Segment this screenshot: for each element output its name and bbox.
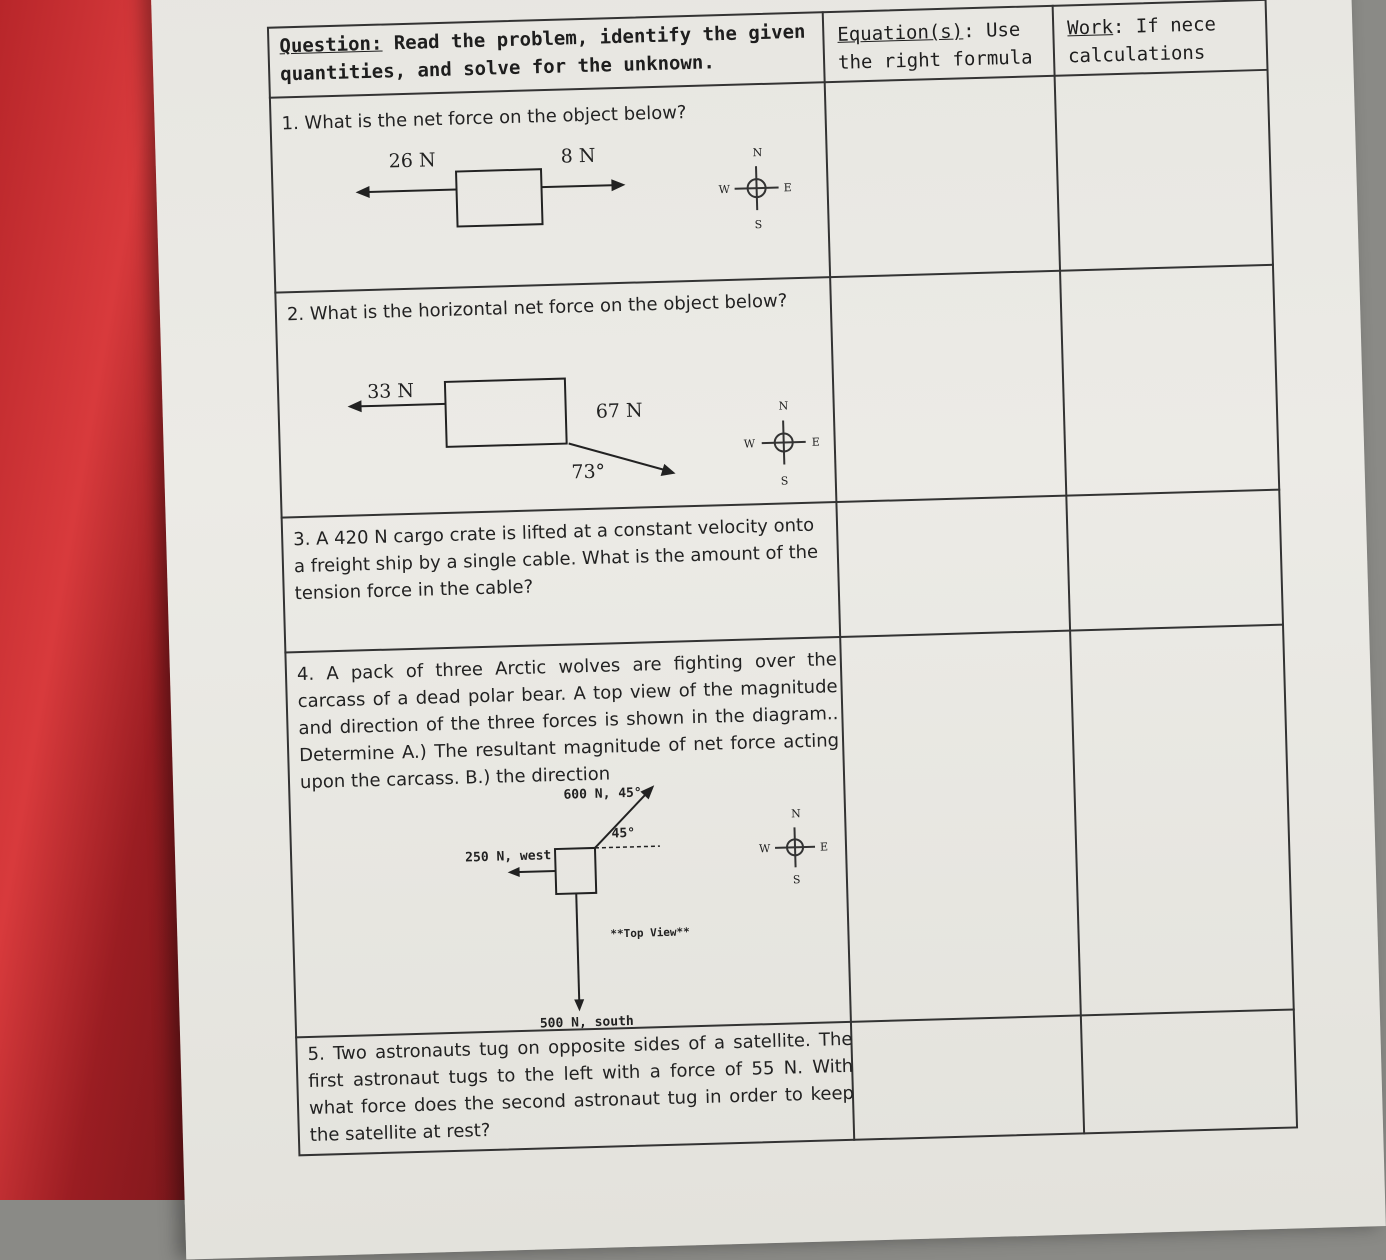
svg-text:N: N [790,807,801,821]
carcass-box [555,848,596,894]
question-4-diagram [288,771,850,1036]
question-header-title: Question: [279,32,383,58]
svg-text:W: W [743,437,756,451]
svg-text:S: S [792,873,801,887]
left-force-arrowhead [355,186,369,198]
question-1-text: 1. What is the net force on the object below? [281,102,687,135]
south-force-arrowhead [574,999,584,1011]
left-force-arrow [364,190,457,193]
question-4-text: 4. A pack of three Arctic wolves are fighting over the carcass of a dead polar bear. A top view of the magnitude and direction of the three forces is shown in the diagram.. Determine A.) The resultant magnitude of net force acting upon the carcass. B.) the direction [296,649,840,794]
svg-text:N: N [752,145,763,160]
question-1-diagram [270,121,829,286]
work-header-title: Work [1066,16,1114,40]
right-force-arrow [541,185,616,187]
left-force-arrowhead [347,400,361,412]
top-view-label: **Top View** [610,925,691,941]
question-header-text: Read the problem, identify the given quantities, and solve for the unknown. [279,20,806,86]
right-force-label: 8 N [560,144,596,168]
right-force-arrowhead [611,179,625,191]
work-header [1067,9,1258,70]
equation-header-title: Equation(s) [837,20,964,46]
svg-text:N: N [778,399,789,413]
svg-text:S: S [754,218,763,232]
left-force-arrow [356,404,446,407]
compass-icon [758,806,829,887]
angled-force-arrowhead [660,464,675,476]
question-2-diagram [276,341,835,516]
compass-icon [743,399,821,489]
equation-header [837,15,1043,77]
south-force-label: 500 N, south [539,1013,634,1032]
angled-force-label: 67 N [595,399,643,423]
worksheet-table [267,0,1299,1176]
svg-text:W: W [758,842,771,856]
angle-label: 73° [571,460,606,484]
svg-text:S: S [780,474,789,488]
question-2-text: 2. What is the horizontal net force on the object below? [286,290,788,326]
reference-dashed-line [595,846,660,848]
svg-text:E: E [811,435,820,449]
equation-header-text: : Use the right formula [837,18,1033,74]
west-force-arrow [516,871,556,872]
svg-text:W: W [718,182,731,197]
worksheet-paper [150,0,1386,1259]
angle-label: 45° [611,825,636,842]
compass-icon [717,145,792,232]
west-force-arrowhead [507,867,519,877]
object-box [445,379,567,447]
svg-text:E: E [783,181,792,195]
left-force-label: 26 N [388,149,436,173]
question-5-text: 5. Two astronauts tug on opposite sides of a satellite. The first astronaut tugs to the left with a force of 55 N. With what force does the second astronaut tug in order to keep the satellite at rest? [307,1028,855,1146]
west-force-label: 250 N, west [464,848,552,866]
object-box [456,169,543,226]
south-force-arrow [576,893,579,1003]
svg-text:E: E [819,840,829,854]
left-force-label: 33 N [366,379,415,404]
question-3-text: 3. A 420 N cargo crate is lifted at a constant velocity onto a freight ship by a single cable. What is the amount of the tension force in the cable? [292,514,819,605]
northeast-force-label: 600 N, 45° [563,785,642,803]
work-header-text: : If nece calculations [1067,13,1217,68]
